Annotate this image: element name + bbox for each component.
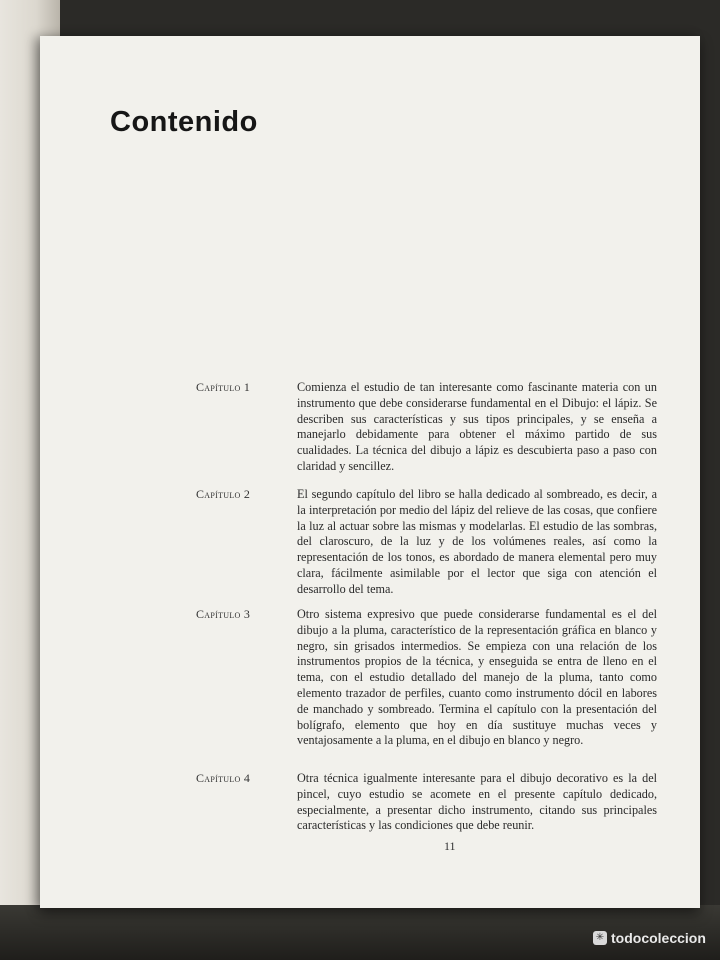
- chapter-label: Capítulo 2: [196, 487, 251, 501]
- page-title: Contenido: [110, 106, 258, 138]
- chapter-label: Capítulo 4: [196, 771, 251, 785]
- chapter-label: Capítulo 1: [196, 380, 251, 394]
- chapter-description: Otro sistema expresivo que puede considerarse fundamental es el del dibujo a la pluma, característico de la representación gráfica en blanco y negro, sin grisados intermedios. Se empieza con una relación de los instrumentos propios de la técnica, y enseguida se entra de lleno en el tema, con el estudio detallado del manejo de la pluma, tanto como elemento trazador de perfiles, cuanto como instrumento dócil en labores de manchado y sombreado. Termina el capítulo con la presentación del bolígrafo, elemento que hoy en día sustituye muchas veces y ventajosamente a la pluma, en el dibujo en blanco y negro.: [297, 607, 657, 748]
- chapter-description: Comienza el estudio de tan interesante como fascinante materia con un instrumento que debe considerarse fundamental en el Dibujo: el lápiz. Se describen sus características y sus tipos principales, y se enseña a manejarlo debidamente para obtener el máximo partido de sus cualidades. La técnica del dibujo a lápiz es descubierta paso a paso con claridad y sencillez.: [297, 380, 657, 473]
- watermark-text: todocoleccion: [611, 930, 706, 946]
- watermark-logo-icon: ✳: [593, 931, 607, 945]
- page-number: 11: [444, 839, 456, 853]
- chapter-description: El segundo capítulo del libro se halla dedicado al sombreado, es decir, a la interpretación por medio del lápiz del relieve de las cosas, que confiere la luz al actuar sobre las mismas y modelarlas. El estudio de las sombras, del claroscuro, de la luz y de los volúmenes reales, así como la representación de los tonos, es abordado de manera elemental pero muy clara, fácilmente asimilable por el lector que siga con atención el desarrollo del tema.: [297, 487, 657, 596]
- watermark: [593, 930, 706, 946]
- chapter-description: Otra técnica igualmente interesante para el dibujo decorativo es la del pincel, cuyo estudio se acomete en el presente capítulo dedicado, especialmente, a presentar dicho instrumento, citando sus principales características y las condiciones que debe reunir.: [297, 771, 657, 833]
- book-page: [40, 36, 700, 908]
- chapter-label: Capítulo 3: [196, 607, 251, 621]
